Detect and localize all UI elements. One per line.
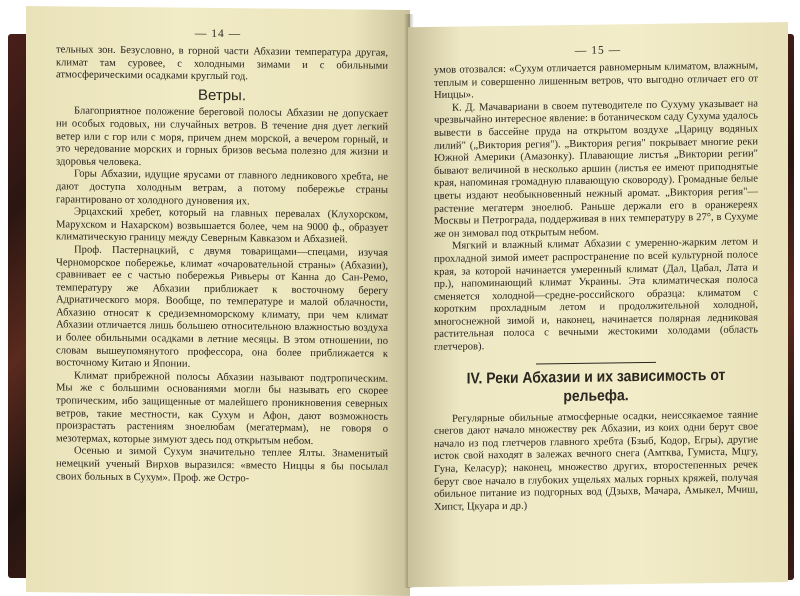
section-divider [536,361,656,364]
paragraph: Климат прибрежной полосы Абхазии называют подтропическим. Мы же с большими основаниями могли бы называть его скорее тропическим, ибо защищенные от малейшего проникновения северных ветров, такие местности, как Сухум и Афон, дают возможность произрастать растениям зноелюбам (мегатермам), не говоря о мезотермах, которые зимуют здесь под открытым небом. [56,370,388,447]
paragraph: Регулярные обильные атмосферные осадки, неиссякаемое таяние снегов дают начало множеству рек Абхазии, из коих одни берут свое начало из под глетчеров главного хребта (Бзыб, Кодор, Егры), другие исток свой находят в залежах вечного снега (Амтква, Гумиста, Мцгу, Гуна, Келасур); наконец, множество других, второстепенных речек берут свое начало в глубоких ущельях малых горных кряжей, получая обильное питание из подгорных вод (Дзыхв, Мачара, Амыкел, Мчиш, Хипст, Цкуара и др.) [434,409,758,513]
section-heading-winds: Ветры. [197,86,246,105]
paragraph: К. Д. Мачавариани в своем путеводителе по Сухуму указывает на чрезвычайно интересное явление: в ботаническом саду Сухума удалось вывести в бассейне пруда на открытом воздухе „Царицу водяных лилий" („Виктория регия"). „Виктория регия" покрывает многие реки Южной Америки (Амазонку). Плавающие листья „Виктории регии" бывают величиной в несколько аршин (листья ее имеют приподнятые края, напоминая громадную плавающую сковороду). Громадные белые цветы издают необыкновенный нежный аромат. „Виктория регия"—растение мегатерм зноелюб. Раньше держали его в оранжереях Москвы и Петрограда, поддерживая в них температуру в 27°, в Сухуме же он зимовал под открытым небом. [434,98,758,240]
open-book [8,6,794,592]
paragraph: тельных зон. Безусловно, в горной части Абхазии температура другая, климат там суровее, с холодными зимами и с обильными атмосферическими осадками круглый год. [56,44,388,83]
right-page [408,22,788,587]
left-page [26,6,410,596]
paragraph: умов отозвался: «Сухум отличается равномерным климатом, влажным, теплым и совершенно лишенным ветров, что выгодно отличает его от Ниццы». [434,60,758,102]
paragraph: Осенью и зимой Сухум значительно теплее Ялты. Знаменитый немецкий ученый Вирхов выразился: «вместо Ниццы я бы посылал своих больных в Сухум». Проф. же Остро- [56,445,388,484]
paragraph: Благоприятное положение береговой полосы Абхазии не допускает ни особых годовых, ни случайных ветров. В течение дня дует легкий ветер или с гор или с моря, причем днем морской, а вечером горный, и это чередование морских и горных бризов весьма полезно для жизни и здоровья человека. [56,105,388,168]
paragraph: Мягкий и влажный климат Абхазии с умеренно-жарким летом и прохладной зимой имеет распространение по всей культурной полосе края, за которой начинается умеренный климат (Дал, Цабал, Лата и пр.), напоминающий климат Украины. Эта климатическая полоса сменяется холодной—средне-российского образца: климатом с коротким прохладным летом и продолжительной холодной, многоснежной зимой и, наконец, начинается полярная ледниковая растительная полоса с вечными жестокими холодами (область глетчеров). [434,236,758,354]
paragraph: Эрцахский хребет, который на главных перевалах (Клухорском, Марухском и Нахарском) возвышается более, чем на 9000 ф., образует климатическую границу между Северным Кавказом и Абхазией. [56,206,388,246]
right-page-text [408,60,788,515]
chapter-heading-line-2: рельефа. [563,386,629,405]
paragraph: Проф. Пастернацкий, с двумя товарищами—спецами, изучая Черноморское побережье, климат «очаровательной страны» (Абхазии), сравнивает ее с частью побережья Ривьеры от Канна до Сан-Ремо, температуру же Абхазии приближает к восточному берегу Адриатического моря. Вообще, по температуре и малой облачности, Абхазию относят к средиземноморскому климату, при чем климат Абхазии отличается лишь большею относительною влажностью воздуха и более обильными осадками в летние месяцы. В этом отношении, по словам вышеупомянутого профессора, она более приближается к восточному Китаю и Японии. [56,244,388,370]
left-page-text [26,44,410,487]
chapter-heading [450,365,742,407]
page-number-14: — 14 — [194,27,242,41]
page-number-15: — 15 — [574,44,622,57]
chapter-heading-line-1: IV. Реки Абхазии и их зависимость от [466,366,726,388]
paragraph: Горы Абхазии, идущие ярусами от главного ледникового хребта, не дают доступа холодным ветрам, а потому побережье страны гарантировано от холодного дуновения их. [56,168,388,207]
